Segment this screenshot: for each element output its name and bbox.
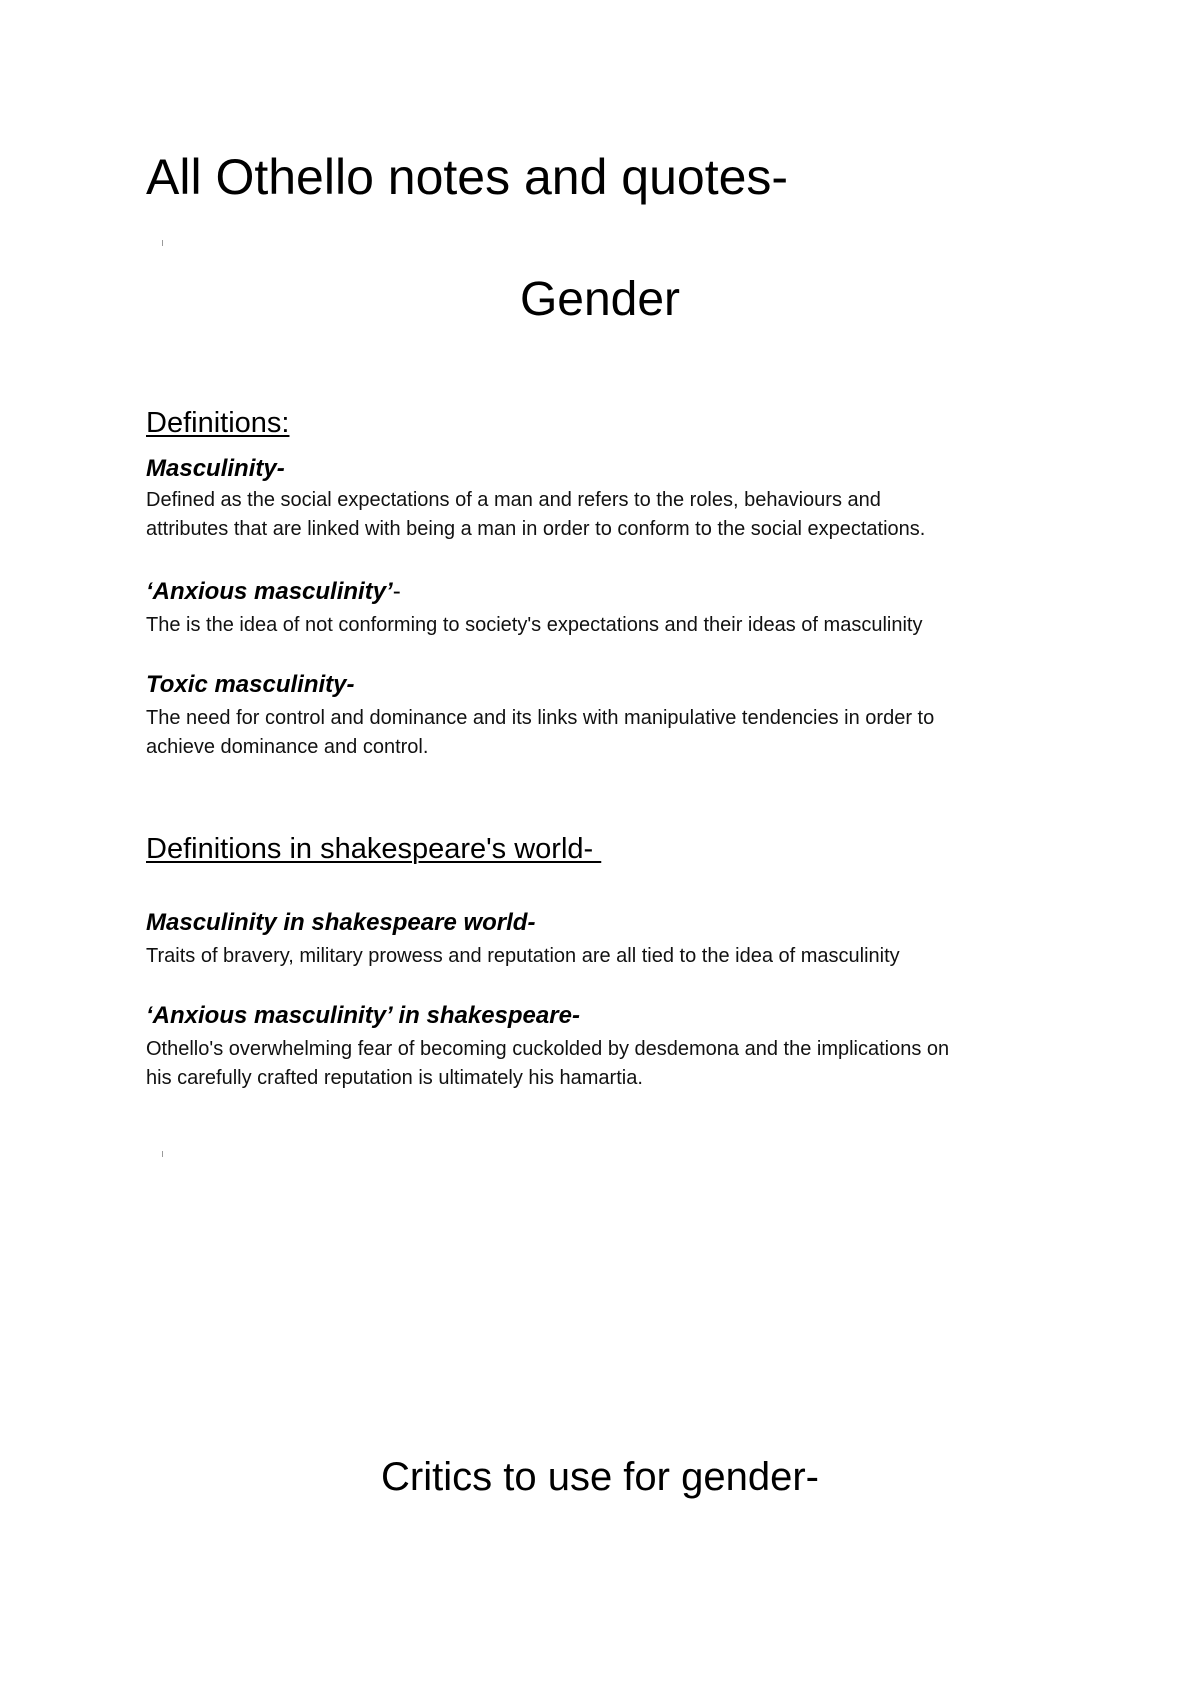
definition-line: Othello's overwhelming fear of becoming cuckolded by desdemona and the implications on [146,1038,950,1060]
page-mark [162,240,163,246]
term-label: ‘Anxious masculinity’ [146,578,393,605]
term-anxious-masculinity [146,578,401,606]
term-label: Masculinity in shakespeare world- [146,909,536,936]
definition-line: his carefully crafted reputation is ultimately his hamartia. [146,1067,643,1089]
definitions-heading: Definitions: [146,407,290,439]
term-masculinity-shakespeare [146,909,535,937]
definition-masculinity-shakespeare [146,942,1076,971]
term-anxious-masculinity-shakespeare [146,1002,580,1030]
definition-line: achieve dominance and control. [146,736,429,758]
definition-line: The need for control and dominance and its links with manipulative tendencies in order to [146,707,935,729]
definition-toxic-masculinity [146,704,1076,762]
page-mark [162,1151,163,1157]
definition-line: The is the idea of not conforming to society's expectations and their ideas of masculinity [146,614,923,636]
definition-anxious-masculinity [146,611,1076,640]
term-label: ‘Anxious masculinity’ in shakespeare- [146,1002,580,1029]
shakespeare-world-heading: Definitions in shakespeare's world- [146,833,602,865]
term-label: Toxic masculinity- [146,671,355,698]
term-label: Masculinity- [146,455,285,482]
definition-line: Defined as the social expectations of a man and refers to the roles, behaviours and [146,489,881,511]
document-title: All Othello notes and quotes- [146,149,789,205]
definition-masculinity [146,486,1076,544]
term-masculinity [146,455,285,483]
definition-anxious-masculinity-shakespeare [146,1035,1076,1093]
section-title-gender: Gender [519,273,681,326]
term-suffix: - [392,578,401,605]
critics-title: Critics to use for gender- [381,1455,819,1499]
definition-line: attributes that are linked with being a man in order to conform to the social expectations. [146,518,926,540]
definition-line: Traits of bravery, military prowess and reputation are all tied to the idea of masculinity [146,945,900,967]
term-toxic-masculinity [146,671,355,699]
